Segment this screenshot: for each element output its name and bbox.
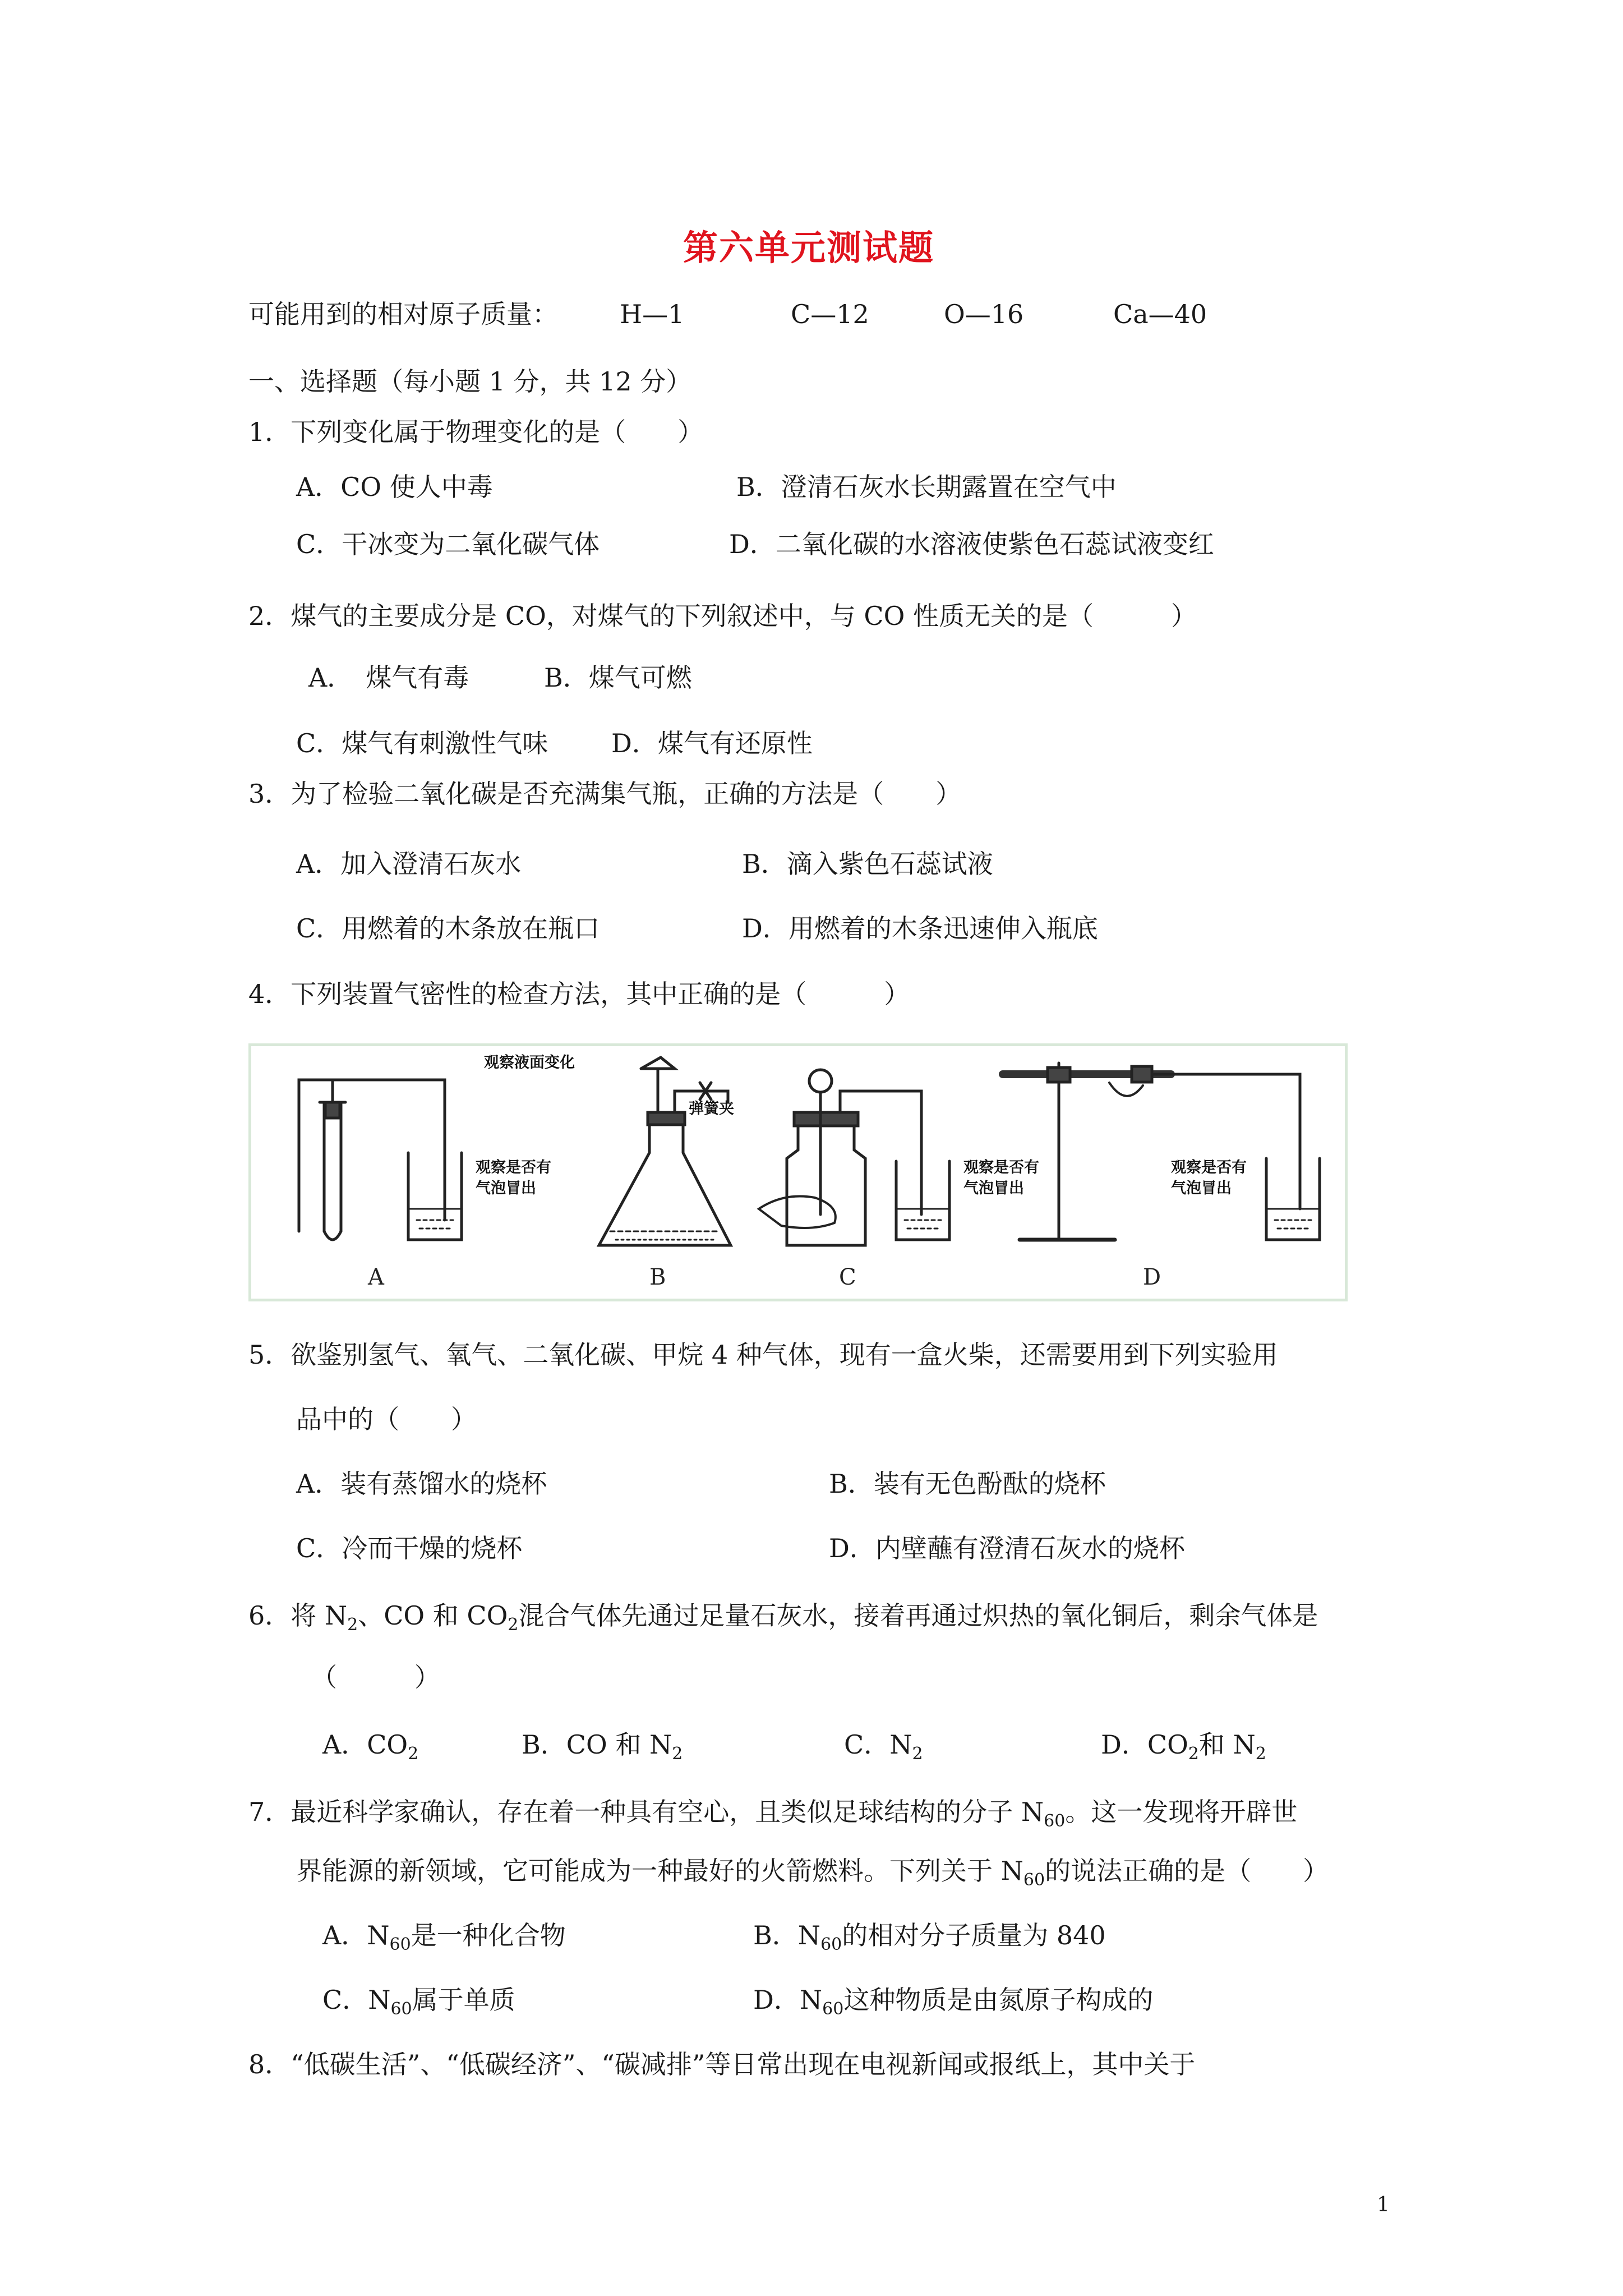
q2-option-a: A． 煤气有毒 (308, 662, 469, 693)
q8-stem: 8．“低碳生活”、“低碳经济”、“碳减排”等日常出现在电视新闻或报纸上，其中关于 (248, 2049, 1196, 2079)
label-b-clamp: 弹簧夹 (689, 1100, 734, 1117)
apparatus-drawing (251, 1046, 1345, 1299)
q2-option-c: C．煤气有刺激性气味 (296, 728, 548, 758)
q2-option-b: B．煤气可燃 (544, 662, 692, 693)
q3-option-a: A．加入澄清石灰水 (296, 849, 522, 879)
q7-option-c: C．$N_{60}$属于单质 (322, 1985, 515, 2019)
q7-option-a: A．$N_{60}$是一种化合物 (322, 1920, 566, 1954)
q4-stem: 4．下列装置气密性的检查方法，其中正确的是（ ） (248, 979, 910, 1009)
q2-option-d: D．煤气有还原性 (611, 728, 813, 758)
q5-option-c: C．冷而干燥的烧杯 (296, 1533, 523, 1563)
q5-stem-line2: 品中的（ ） (296, 1404, 477, 1434)
caption-b: B (649, 1264, 666, 1290)
q7-option-d: D．$N_{60}$这种物质是由氮原子构成的 (753, 1985, 1154, 2019)
caption-a: A (368, 1264, 384, 1290)
q6-stem-line1: 6．将 $N_2$、CO 和 $CO_2$混合气体先通过足量石灰水，接着再通过炽热的氧化铜后，剩余气体是 (248, 1600, 1318, 1635)
apparatus-d (1003, 1063, 1320, 1240)
q6-option-b: B．CO 和 $N_2$ (522, 1729, 683, 1764)
apparatus-c (759, 1070, 949, 1245)
apparatus-a (299, 1080, 462, 1240)
label-a-bubbles-2: 气泡冒出 (476, 1180, 536, 1197)
q5-option-b: B．装有无色酚酞的烧杯 (829, 1469, 1106, 1499)
label-d-bubbles-2: 气泡冒出 (1171, 1180, 1232, 1197)
q5-stem-line1: 5．欲鉴别氢气、氧气、二氧化碳、甲烷 4 种气体，现有一盒火柴，还需要用到下列实验用 (248, 1340, 1278, 1370)
q3-option-b: B．滴入紫色石蕊试液 (742, 849, 993, 879)
q7-stem-line2: 界能源的新领域，它可能成为一种最好的火箭燃料。下列关于 $N_{60}$的说法正确的是（ ） (296, 1856, 1329, 1890)
q3-option-d: D．用燃着的木条迅速伸入瓶底 (742, 913, 1098, 944)
q7-option-b: B．$N_{60}$的相对分子质量为 840 (753, 1920, 1106, 1954)
q1-stem: 1．下列变化属于物理变化的是（ ） (248, 417, 704, 447)
q5-option-a: A．装有蒸馏水的烧杯 (296, 1469, 547, 1499)
section-heading: 一、选择题（每小题 1 分，共 12 分） (248, 366, 692, 397)
q1-option-a: A．CO 使人中毒 (296, 472, 493, 502)
q3-option-c: C．用燃着的木条放在瓶口 (296, 913, 600, 944)
atomic-mass-o: O—16 (944, 299, 1024, 329)
q6-option-c: C．$N_2$ (844, 1729, 923, 1764)
q1-option-d: D．二氧化碳的水溶液使紫色石蕊试液变红 (729, 529, 1214, 559)
atomic-mass-c: C—12 (791, 299, 869, 329)
atomic-mass-label: 可能用到的相对原子质量： (248, 299, 558, 329)
page-title: 第六单元测试题 (683, 227, 935, 268)
q7-stem-line1: 7．最近科学家确认，存在着一种具有空心，且类似足球结构的分子 $N_{60}$。这一发现将开辟世 (248, 1797, 1298, 1831)
q3-stem: 3．为了检验二氧化碳是否充满集气瓶，正确的方法是（ ） (248, 779, 962, 809)
q1-option-c: C．干冰变为二氧化碳气体 (296, 529, 600, 559)
label-c-bubbles-1: 观察是否有 (963, 1159, 1039, 1176)
apparatus-figure (248, 1043, 1348, 1301)
label-a-bubbles-1: 观察是否有 (476, 1159, 551, 1176)
caption-d: D (1143, 1264, 1161, 1290)
label-b-level: 观察液面变化 (484, 1054, 575, 1071)
atomic-mass-ca: Ca—40 (1113, 299, 1207, 329)
q5-option-d: D．内壁蘸有澄清石灰水的烧杯 (829, 1533, 1185, 1563)
q6-option-a: A．$CO_2$ (322, 1729, 419, 1764)
q6-option-d: D．$CO_2$和 $N_2$ (1101, 1729, 1266, 1764)
label-d-bubbles-1: 观察是否有 (1171, 1159, 1247, 1176)
apparatus-b (599, 1057, 731, 1245)
q2-stem: 2．煤气的主要成分是 CO，对煤气的下列叙述中，与 CO 性质无关的是（ ） (248, 601, 1197, 631)
q1-option-b: B．澄清石灰水长期露置在空气中 (736, 472, 1117, 502)
q6-stem-line2: （ ） (311, 1662, 440, 1692)
caption-c: C (839, 1264, 856, 1290)
label-c-bubbles-2: 气泡冒出 (963, 1180, 1024, 1197)
atomic-mass-h: H—1 (620, 299, 685, 329)
page-number: 1 (1377, 2193, 1390, 2216)
